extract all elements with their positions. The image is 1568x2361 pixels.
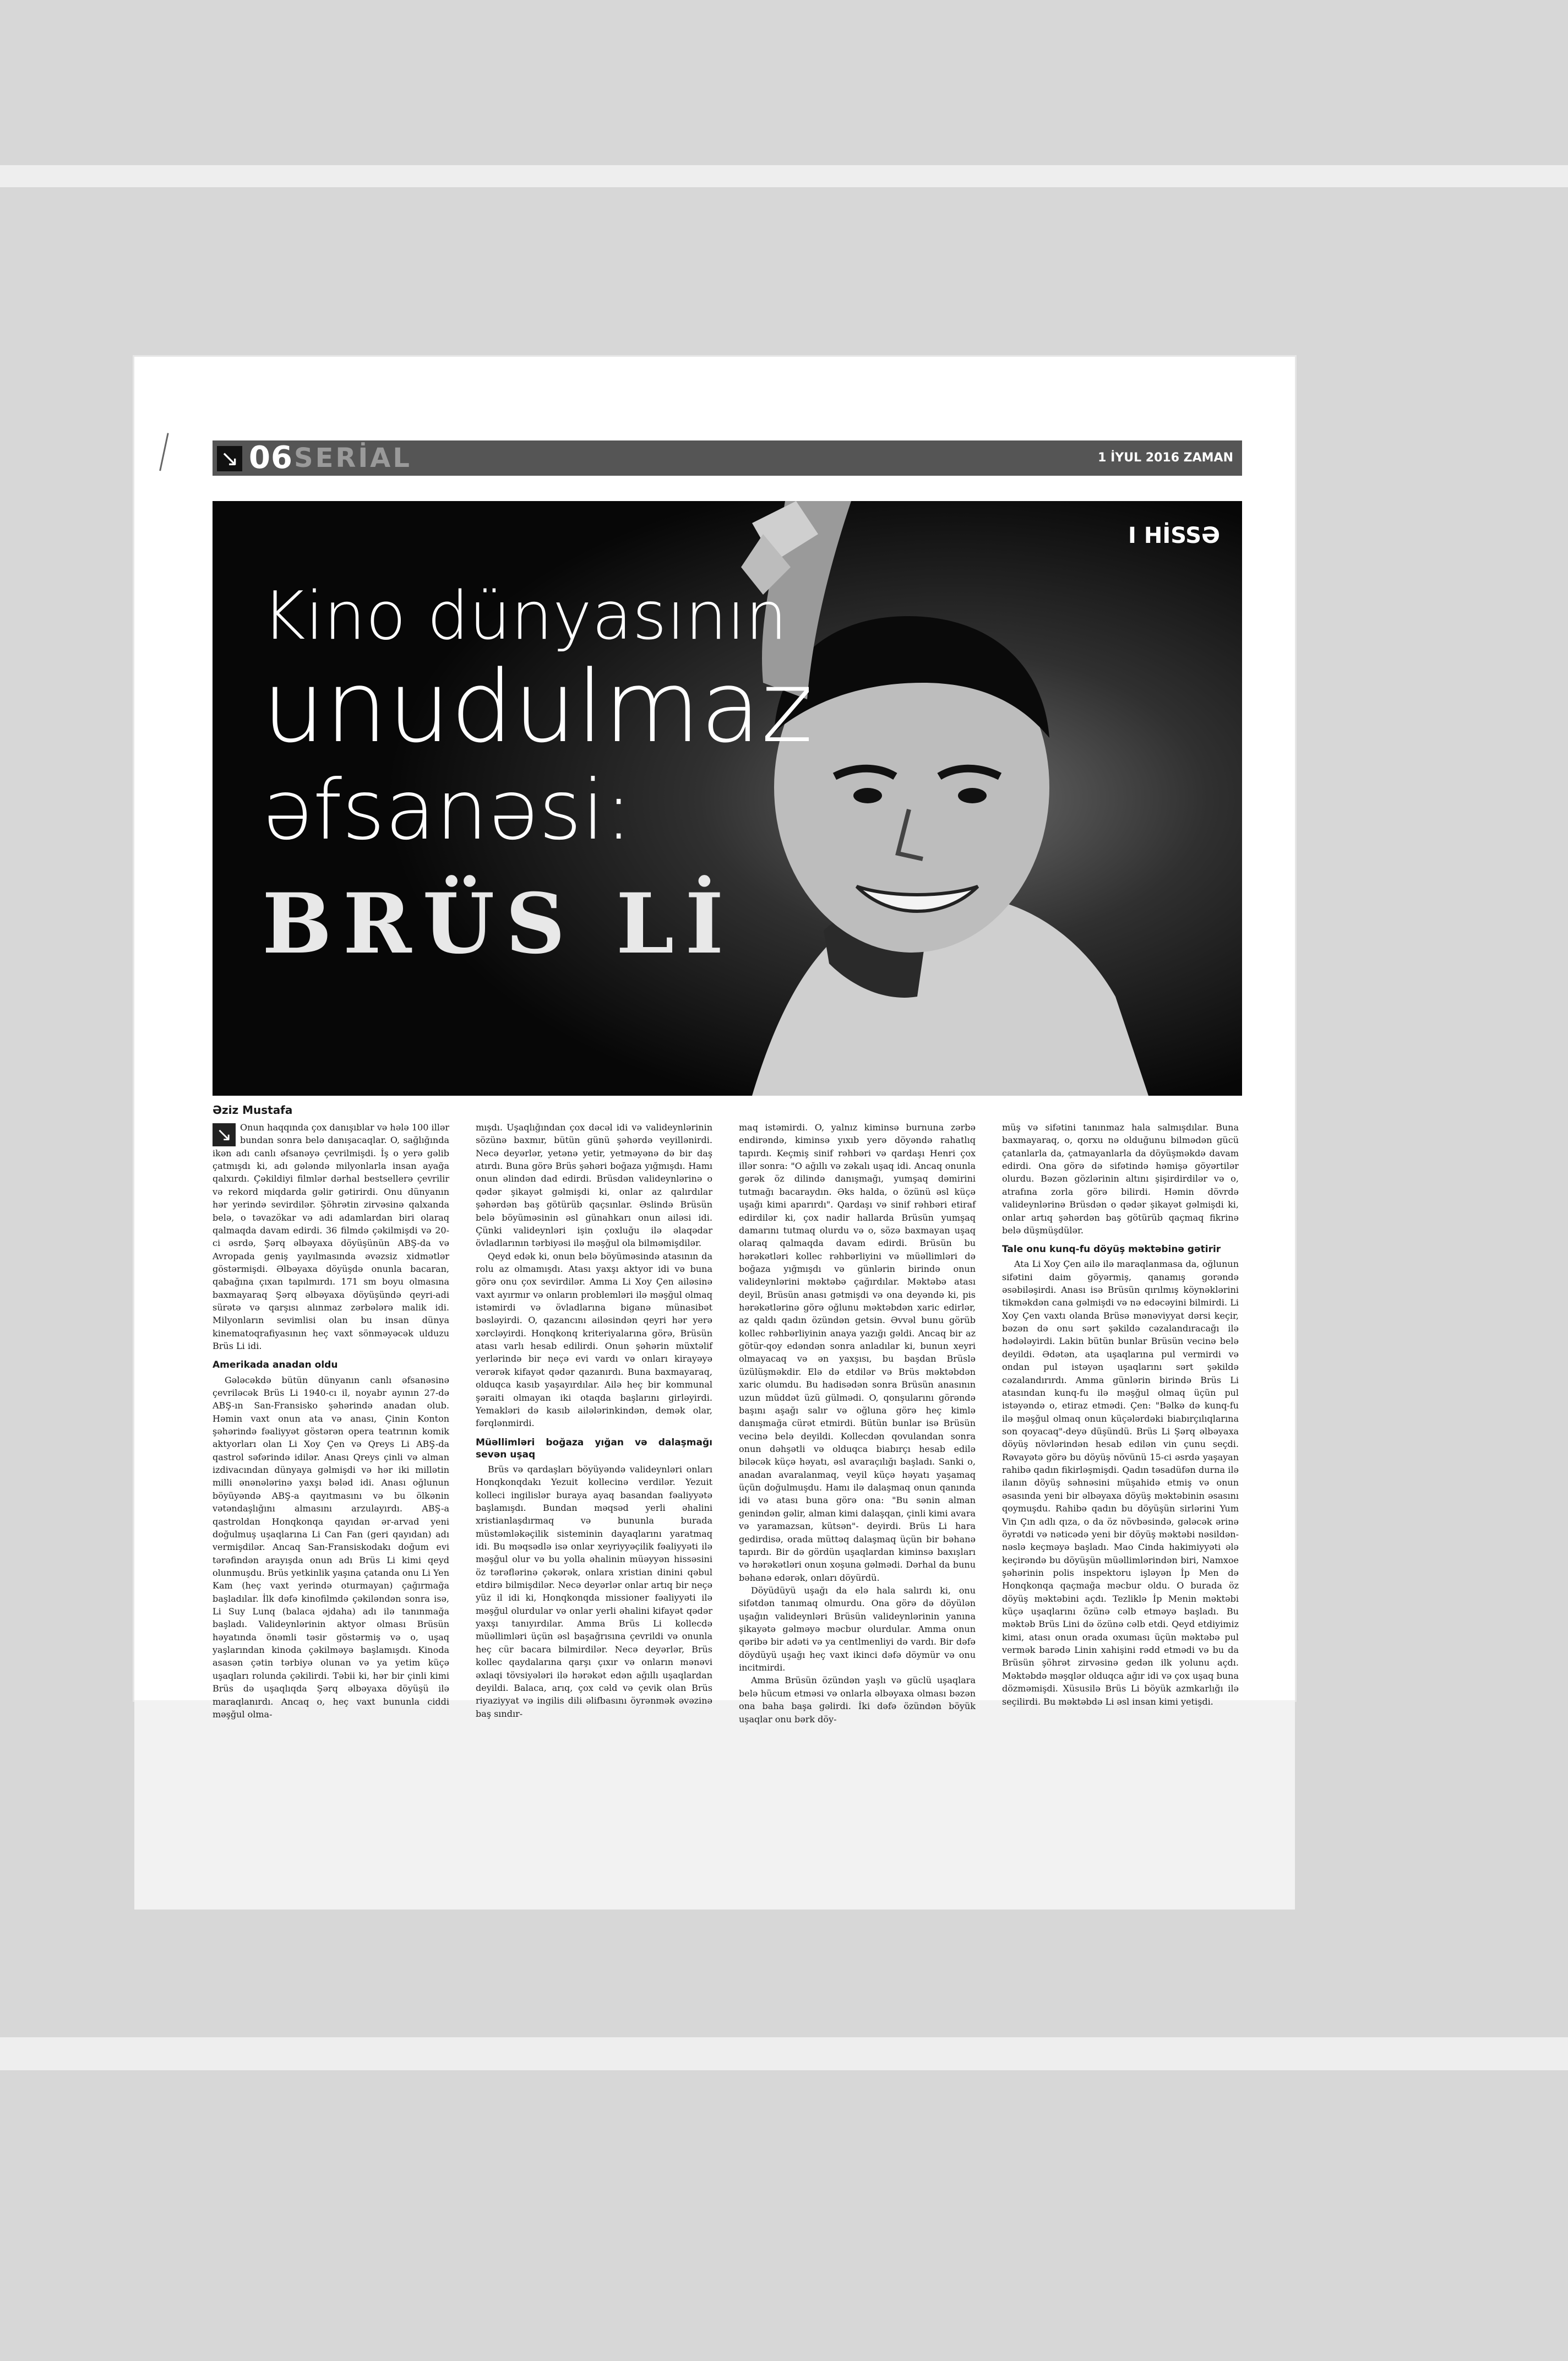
section-name: SERİAL	[294, 443, 412, 474]
paragraph: Qeyd edək ki, onun belə böyüməsində atasının da rolu az olmamışdı. Atası yaxşı aktyor idi və buna görə onu çox sevirdilər. Amma Li Xoy Çen ailəsinə vaxt ayırmır və onların problemləri ilə məşğul olmaq istəmirdi və övladlarına biganə münasibət bəsləyirdi. O, qazancını ailəsindən qeyri hər yerə xərcləyirdi. Honqkonq kriteriyalarına görə, Brüsün atası varlı hesab edilirdi. Onun şəhərin müxtəlif yerlərində bir neçə evi vardı və onları kirayəyə verərək kifayət qədər qazanırdı. Buna baxmayaraq, olduqca kasıb yaşayırdılar. Ailə heç bir kommunal şəraiti olmayan iki otaqda başlarını girləyirdi. Yemakləri də kasıb ailələrinkindən, demək olar, fərqlənmirdi.	[476, 1250, 712, 1429]
subheading: Tale onu kunq-fu döyüş məktəbinə gətirir	[1002, 1244, 1221, 1255]
headline-line-3: əfsanəsi:	[262, 763, 633, 858]
article-column-3	[739, 1121, 976, 1724]
paragraph: Döyüdüyü uşağı da elə hala salırdı ki, onu sifətdən tanımaq olmurdu. Ona görə də döyülən uşağın valideynləri Brüsün valideynlərinin yanına şikayətə gəlməyə məcbur olurdular. Amma onun qəribə bir adəti və ya centlmenliyi də vardı. Bir dəfə döydüyü uşağı heç vaxt ikinci dəfə döymür və onu incitmirdi.	[739, 1585, 976, 1673]
paragraph: Gələcəkdə bütün dünyanın canlı əfsanəsinə çevriləcək Brüs Li 1940-cı il, noyabr ayının 27-də ABŞ-ın San-Fransisko şəhərində anadan olub. Həmin vaxt onun ata və anası, Çinin Konton şəhərində fəaliyyət göstərən opera teatrının komik aktyorları olan Li Xoy Çen və Qreys Li ABŞ-da qastrol səfərində idilər. Anası Qreys çinli və alman izdivacından dünyaya gəlmişdi və hər iki millətin milli ənənələrinə yaxşı bələd idi. Anası oğlunun böyüyəndə ABŞ-a qayıtmasını və bu ölkənin vətəndaşlığını almasını arzulayırdı. ABŞ-a qastroldan Honqkonqa qayıdan ər-arvad yeni doğulmuş uşaqlarına Li Can Fan (geri qayıdan) adı vermişdilər. Ancaq San-Fransiskodakı doğum evi tərəfindən arayışda onun adı Brüs Li kimi qeyd olunmuşdu. Brüs yetkinlik yaşına çatanda onu Li Yen Kam (heç vaxt yerində oturmayan) çağırmağa başladılar. İlk dəfə kinofilmdə çəkiləndən sonra isə, Li Suy Lunq (balaca əjdaha) adı ilə tanınmağa başladı. Valideynlərinin aktyor olması Brüsün həyatında önəmli təsir göstərmiş və o, uşaq yaşlarından kinoda çəkilməyə başlamışdı. Kinoda asasən çətin tərbiyə olunan və ya yetim küçə uşaqları rolunda çəkilirdi. Təbii ki, hər bir çinli kimi Brüs də uşaqlıqda Şərq əlbəyaxa döyüşü ilə maraqlanırdı. Ancaq o, heç vaxt bununla ciddi məşğul olma-	[213, 1374, 449, 1720]
paragraph: Onun haqqında çox danışıblar və hələ 100 illər bundan sonra belə danışacaqlar. O, sağlığında ikən adı canlı əfsanəyə çevrilmişdi. İş o yerə gəlib çatmışdı ki, adı gələndə milyonlarla insan ayağa qalxırdı. Çəkildiyi filmlər dərhal bestsellerə çevrilir və rekord miqdarda gəlir gətirirdi. Onu dünyanın hər yerində sevirdilər. Şöhrətin zirvəsinə qalxanda belə, o təvazökar və adi adamlardan biri olaraq qalmaqda davam edirdi. 36 filmdə çəkilmişdi və 20-ci əsrdə, Şərq əlbəyaxa döyüşünün ABŞ-da və Avropada geniş yayılmasında əvəzsiz xidmətlər göstərmişdi. Əlbəyaxa döyüşdə onunla bacaran, qabağına çıxan tapılmırdı. 171 sm boyu olmasına baxmayaraq Şərq əlbəyaxa döyüşündə qeyri-adi sürətə və qarşısı alınmaz zərbələrə malik idi. Milyonların sevimlisi olan bu insan dünya kinematoqrafiyasının heç vaxt sönməyəcək ulduzu Brüs Li idi.	[213, 1122, 449, 1352]
backdrop-streak-top	[0, 165, 1568, 187]
headline-name: BRÜS Lİ	[262, 875, 735, 972]
paper-fold-edge	[134, 1700, 1295, 1910]
page-number: 06	[249, 440, 293, 476]
issue-date: 1 İYUL 2016 ZAMAN	[1098, 451, 1233, 465]
part-label: I HİSSƏ	[1128, 523, 1220, 548]
drop-arrow-icon: ↘	[213, 1123, 236, 1146]
hero-banner	[213, 501, 1242, 1096]
paragraph: Ata Li Xoy Çen ailə ilə maraqlanmasa da, oğlunun sifətini daim göyərmiş, qanamış gorəndə əsəbiləşirdi. Anası isə Brüsün qırılmış köynəklərini tikməkdən cana gəlmişdi və nə edəcəyini bilmirdi. Li Xoy Çen vaxtı olanda Brüsə mənəviyyat dərsi keçir, bəzən də onu sərt şəkildə cəzalandıracağı ilə hədələyirdi. Lakin bütün bunlar Brüsün vecinə belə deyildi. Ədətən, ata uşaqlarına pul vermirdi və ondan pul istəyən uşaqlarını sərt şəkildə cəzalandırırdı. Amma günlərin birində Brüs Li atasından kunq-fu ilə məşğul olmaq üçün pul istəyəndə o, etiraz etmədi. Çen: "Bəlkə də kunq-fu ilə məşğul olmaq onun küçələrdəki biabırçılıqlarına son qoyacaq"-deyə düşündü. Brüs Li Şərq əlbəyaxa döyüş növlərindən hesab edilən vin çunu seçdi. Rəvayətə görə bu döyüş növünü 15-ci əsrdə yaşayan rahibə qadın fikirləşmişdi. Qadın təsadüfən durna ilə ilanın döyüş səhnəsini müşahidə etmiş və onun əsasında yeni bir əlbəyaxa döyüş məktəbinin əsasını qoymuşdu. Rahibə qadın bu döyüşün sirlərini Yum Vin Çın adlı qıza, o da öz növbəsində, gələcək ərinə öyrətdi və nəticədə yeni bir döyüş məktəbi nəsildən-nəslə keçməyə başladı. Mao Cinda hakimiyyəti ələ keçirəndə bu döyüşün müəllimlərindən biri, Namxoe şəhərinin polis inspektoru işləyən İp Men də Honqkonqa qaçmağa məcbur oldu. O burada öz döyüş məktəbini açdı. Tezliklə İp Menin məktəbi küçə uşaqlarını özünə cəlb etməyə başladı. Bu məktəb Brüs Lini də özünə cəlb etdi. Qeyd etdiyimiz kimi, atası onun orada oxuması üçün məktəbə pul vermək barədə Linin xahişini rədd etmədi və bu da Brüsün şöhrət zirvəsinə gedən ilk yolunu açdı. Məktəbdə məşqlər olduqca ağır idi və çox uşaq buna dözməmişdi. Xüsusilə Brüs Li böyük azmkarlığı ilə seçilirdi. Bu məktəbdə Li əsl insan kimi yetişdi.	[1002, 1259, 1239, 1707]
arrow-logo-icon: ↘	[217, 446, 242, 471]
paragraph: müş və sifətini tanınmaz hala salmışdılar. Buna baxmayaraq, o, qorxu nə olduğunu bilmədən gücü çatanlarla da, çatmayanlarla da döyüşməkdə davam edirdi. Ona görə də sifətində həmişə göyərtilər olurdu. Bəzən gözlərinin altını şişirdirdilər və o, atrafına zorla görə bilirdi. Həmin dövrdə valideynlərinə Brüsdən o qədər şikayət gəlmişdi ki, onlar artıq şəhərdən baş götürüb qaçmaq fikrinə belə düşmüşdülər.	[1002, 1122, 1239, 1236]
paragraph: Amma Brüsün özündən yaşlı və güclü uşaqlara belə hücum etməsi və onlarla əlbəyaxa olması bəzən ona baha başa gəlirdi. İki dəfə özündən böyük uşaqlar onu bərk döy-	[739, 1675, 976, 1724]
paragraph: mışdı. Uşaqlığından çox dəcəl idi və valideynlərinin sözünə baxmır, bütün günü şəhərdə veyillənirdi. Necə deyərlər, yetənə yetir, yetməyənə də bir daş atırdı. Buna görə Brüs şəhəri boğaza yığmışdı. Hamı onun əlindən dad edirdi. Brüsdən valideynlərinə o qədər şikayət gəlmişdi ki, onlar az qalırdılar şəhərdən baş götürüb qaçsınlar. Əslində Brüsün belə böyüməsinin əsl günahkarı onun ailəsi idi. Çünki valideynləri işin çoxluğu ilə əlaqədar övladlarının tərbiyəsi ilə məşğul ola bilməmişdilər.	[476, 1122, 712, 1249]
article-column-4	[1002, 1121, 1239, 1707]
subheading: Müəllimləri boğaza yığan və dalaşmağı sevən uşaq	[476, 1437, 712, 1460]
paragraph: Brüs və qardaşları böyüyəndə valideynləri onları Honqkonqdakı Yezuit kollecinə verdilər. Yezuit kolleci ingilislər buraya ayaq basandan fəaliyyətə başlamışdı. Bundan məqsəd yerli əhalini xristianlaşdırmaq və bununla burada müstəmləkəçilik sisteminin dayaqlarını yaratmaq idi. Bu məqsədlə isə onlar xeyriyyəçilik fəaliyyəti ilə məşğul olur və bu yolla əhalinin müəyyən hissəsini öz tərəflərinə çəkərək, onlara xristian dinini qəbul etdirə bilmişdilər. Necə deyərlər onlar artıq bir neçə yüz il idi ki, Honqkonqda missioner fəaliyyəti ilə məşğul olurdular və onlar yerli əhalini kifayət qədər yaxşı tanıyırdılar. Amma Brüs Li kollecdə müəllimləri üçün əsl başağrısına çevrildi və onunla heç cür bacara bilmirdilər. Necə deyərlər, Brüs kollec qaydalarına qarşı çıxır və onların mənəvi əxlaqi tövsiyələri ilə hərəkət edən ağıllı uşaqlardan deyildi. Balaca, arıq, çox cəld və çevik olan Brüs riyaziyyat və ingilis dili əlifbasını öyrənmək əvəzinə baş sındır-	[476, 1464, 712, 1719]
section-header	[213, 440, 1242, 476]
paragraph: maq istəmirdi. O, yalnız kiminsə burnuna zərbə endirəndə, kiminsə yıxıb yerə döyəndə rahatlıq tapırdı. Keçmiş sinif rəhbəri və qardaşı Henri çox illər sonra: "O ağıllı və zəkalı uşaq idi. Ancaq onunla gərək öz dilində danışmağı, yumşaq dəmirini tutmağı bacaraydın. Əks halda, o özünü əsl küçə uşağı kimi aparırdı". Qardaşı və sinif rəhbəri etiraf edirdilər ki, çox nadir hallarda Brüsün yumşaq damarını tutmaq olurdu və o, sözə baxmayan uşaq olaraq qalmaqda davam edirdi. Brüsün bu hərəkətləri kollec rəhbərliyini və müəllimləri də boğaza yığmışdı və günlərin birində onun valideynlərini məktəbə çağırdılar. Məktəbə atası deyil, Brüsün anası gətmişdi və ona deyəndə ki, pis hərəkətlərinə görə oğlunu məktəbdən xaric edirlər, az qaldı qadın özündən getsin. Əvvəl bunu görüb kollec rəhbərliyinin anaya yazığı gəldi. Ancaq bir az götür-qoy edəndən sonra anladılar ki, bunun xeyri olmayacaq və ən yaxşısı, bu başdan Brüslə üzülüşməkdir. Elə də etdilər və Brüs məktəbdən xaric olumdu. Bu hadisədən sonra Brüsün anasının uzun müddət üzü gülmədi. O, qonşularını görəndə başını aşağı salır və oğluna görə heç kimlə danışmağa cürət etmirdi. Bütün bunlar isə Brüsün vecinə belə deyildi. Kollecdən qovulandan sonra onun dəhşətli və olduqca biabırçı hesab edilə biləcək küçə həyatı, əsl avaraçılığı başladı. Sanki o, anadan avaralanmaq, veyil küçə həyatı yaşamaq üçün doğulmuşdu. Hamı ilə dalaşmaq onun qanında idi və atası buna görə ona: "Bu sənin alman genindən gəlir, alman kimi dalaşqan, çinli kimi avara və yaramazsan, kütsən"- deyirdi. Brüs Li hara gedirdisə, orada müttəq dalaşmaq üçün bir bəhanə tapırdı. Bir də gördün uşaqlardan kiminsə baxışları və hərəkətləri onun xoşuna gəlmədi. Dərhal da bunu bəhanə edərək, onları döyürdü.	[739, 1122, 976, 1583]
article-column-1	[213, 1121, 449, 1720]
article-body	[213, 1121, 1242, 1724]
headline-line-2: unudulmaz	[262, 650, 813, 765]
author-byline: Əziz Mustafa	[213, 1103, 293, 1117]
article-column-2	[476, 1121, 712, 1719]
backdrop-streak-bottom	[0, 2037, 1568, 2070]
headline-line-1: Kino dünyasının	[262, 578, 787, 655]
subheading: Amerikada anadan oldu	[213, 1359, 338, 1371]
